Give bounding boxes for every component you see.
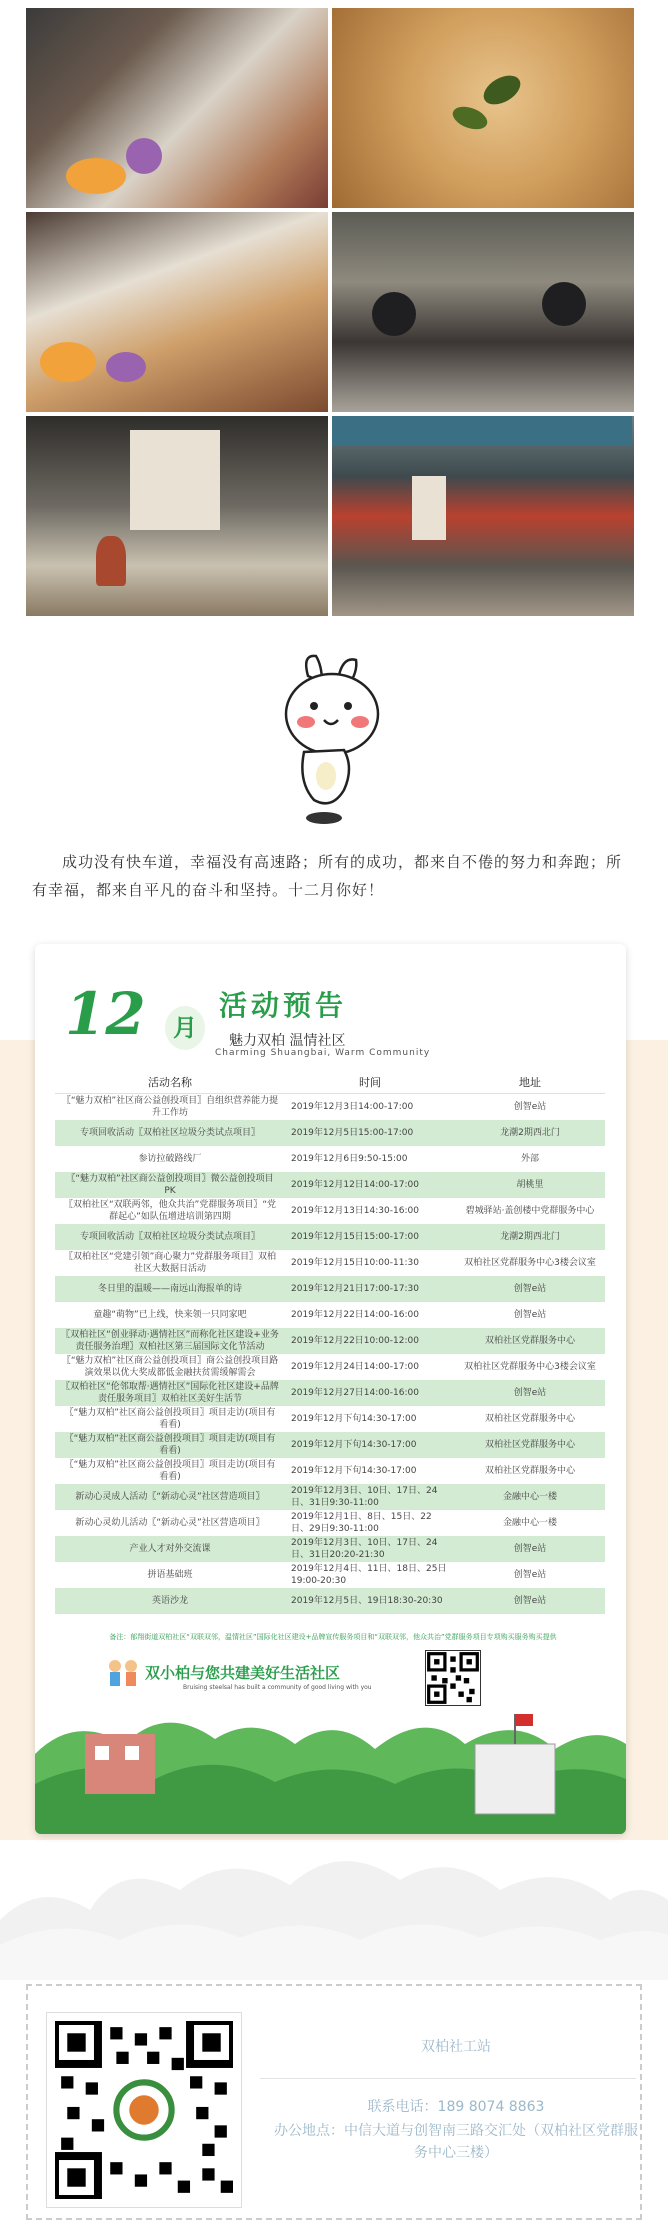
table-row <box>55 1172 605 1198</box>
activity-address: 双柏社区党群服务中心 <box>484 1336 575 1346</box>
photo-tea-sprout <box>332 8 634 208</box>
activity-address: 创智e站 <box>513 1310 547 1320</box>
table-row <box>55 1562 605 1588</box>
poster-slogan: 双小柏与您共建美好生活社区 <box>145 1664 341 1682</box>
poster-title: 活动预告 <box>219 989 348 1022</box>
table-row <box>55 1406 605 1432</box>
poster-slogan-en: Bruising steelsal has built a community of good living with you <box>183 1684 372 1691</box>
activity-name: 〖“魅力双柏”社区商公益创投项目〗自组织营养能力提升工作坊 <box>61 1096 279 1118</box>
table-row <box>55 1094 605 1120</box>
activity-name: 新动心灵幼儿活动〖“新动心灵”社区营造项目〗 <box>75 1518 265 1528</box>
contact-phone: 联系电话：189 8074 8863 <box>367 2099 545 2115</box>
activity-name: 〖“魅力双柏”社区商公益创投项目〗商公益创投项目路演效果以优大奖成都低金融扶贫需缓解需会 <box>61 1356 279 1378</box>
poster-note: 备注：郁翔街道双柏社区“双联双邻，温情社区”国际化社区建设+品牌宣传服务项目和“双联双邻，他众共治”党群服务项目专项购买服务购买提供 <box>109 1633 557 1641</box>
activity-address: 双柏社区党群服务中心 <box>484 1466 575 1476</box>
office-address: 办公地点：中信大道与创智南三路交汇处（双柏社区党群服务中心三楼） <box>274 2123 638 2161</box>
activity-address: 龙潮2期西北门 <box>500 1232 560 1242</box>
photo-teahouse-storefront <box>332 416 634 616</box>
activity-address: 龙潮2期西北门 <box>500 1128 560 1138</box>
activity-name: 〖“魅力双柏”社区商公益创投项目〗项目走访(项目有看看) <box>64 1434 276 1456</box>
activity-time: 2019年12月下旬14:30-17:00 <box>291 1414 417 1424</box>
month-char: 月 <box>165 1006 205 1050</box>
activity-address: 金融中心一楼 <box>502 1492 557 1502</box>
activity-time: 2019年12月6日9:50-15:00 <box>291 1154 408 1164</box>
activity-address: 创智e站 <box>513 1570 547 1580</box>
table-row <box>55 1458 605 1484</box>
photo-group-tea-tasting <box>332 212 634 412</box>
activity-time: 2019年12月13日14:30-16:00 <box>291 1206 419 1216</box>
table-row <box>55 1328 605 1354</box>
activity-address: 双柏社区党群服务中心 <box>484 1414 575 1424</box>
table-row <box>55 1588 605 1614</box>
activity-name: 〖“魅力双柏”社区商公益创投项目〗项目走访(项目有看看) <box>64 1460 276 1482</box>
poster-subtitle: 魅力双柏 温情社区 <box>229 1033 346 1049</box>
table-header <box>55 1072 605 1094</box>
table-body <box>55 1094 605 1614</box>
table-row <box>55 1250 605 1276</box>
activity-name: 〖双柏社区“伦邻取帮·遇情社区”国际化社区建设+品牌责任服务项目〗双柏社区美好生活节 <box>61 1382 279 1404</box>
activity-address: 创智e站 <box>513 1544 547 1554</box>
activity-table <box>55 1072 605 1614</box>
kids-illustration-icon <box>103 1656 143 1696</box>
activity-time: 2019年12月22日10:00-12:00 <box>291 1336 419 1346</box>
activity-address: 创智e站 <box>513 1596 547 1606</box>
clouds-decoration <box>0 1830 668 1980</box>
table-row <box>55 1198 605 1224</box>
activity-name: 〖“魅力双柏”社区商公益创投项目〗项目走访(项目有看看) <box>64 1408 276 1430</box>
activity-time: 2019年12月15日15:00-17:00 <box>291 1232 419 1242</box>
activity-time: 2019年12月12日14:00-17:00 <box>291 1180 419 1190</box>
table-row <box>55 1120 605 1146</box>
activity-address: 创智e站 <box>513 1284 547 1294</box>
poster-subtitle-en: Charming Shuangbai, Warm Community <box>215 1048 431 1058</box>
activity-address: 双柏社区党群服务中心3楼会议室 <box>464 1362 596 1372</box>
activity-time: 2019年12月1日、8日、15日、22日、29日9:30-11:00 <box>291 1512 432 1534</box>
table-row <box>55 1354 605 1380</box>
header-time: 时间 <box>359 1075 381 1089</box>
photo-tea-pouring <box>26 212 328 412</box>
activity-time: 2019年12月15日10:00-11:30 <box>291 1258 419 1268</box>
table-row <box>55 1302 605 1328</box>
activity-address: 双柏社区党群服务中心3楼会议室 <box>464 1258 596 1268</box>
wechat-qr-code-icon <box>46 2012 242 2208</box>
activity-address: 创智e站 <box>513 1388 547 1398</box>
table-row <box>55 1224 605 1250</box>
activity-time: 2019年12月下旬14:30-17:00 <box>291 1440 417 1450</box>
activity-name: 〖“魅力双柏”社区商公益创投项目〗微公益创投项目PK <box>66 1174 274 1196</box>
activity-address: 外部 <box>520 1154 539 1164</box>
activity-time: 2019年12月3日、10日、17日、24日、31日9:30-11:00 <box>291 1486 438 1508</box>
activity-name: 冬日里的温暖——南远山海报单的诗 <box>97 1284 242 1294</box>
header-name: 活动名称 <box>148 1075 192 1089</box>
activity-name: 参访拉破路线厂 <box>138 1154 202 1164</box>
activity-time: 2019年12月3日14:00-17:00 <box>291 1102 414 1112</box>
activity-name: 〖双柏社区“双联两邻，他众共治”党群服务项目〗“党群起心”如队伍增进培训第四期 <box>64 1200 276 1222</box>
photo-grid <box>26 8 634 616</box>
activity-name: 产业人才对外交流课 <box>129 1544 211 1554</box>
activity-time: 2019年12月22日14:00-16:00 <box>291 1310 419 1320</box>
activity-name: 〖双柏社区“创业驿动·遇情社区”而称化社区建设+业务责任服务治理〗双柏社区第三届国际文化节活动 <box>61 1330 279 1352</box>
activity-name: 专项回收活动〖双柏社区垃圾分类试点项目〗 <box>79 1128 260 1138</box>
activity-time: 2019年12月5日、19日18:30-20:30 <box>291 1596 443 1606</box>
activity-address: 创智e站 <box>513 1102 547 1112</box>
activity-name: 新动心灵成人活动〖“新动心灵”社区营造项目〗 <box>75 1492 265 1502</box>
photo-tea-table-women <box>26 8 328 208</box>
activity-time: 2019年12月下旬14:30-17:00 <box>291 1466 417 1476</box>
contact-footer <box>26 1984 642 2220</box>
table-row <box>55 1510 605 1536</box>
rabbit-mascot-icon <box>268 650 400 830</box>
poster-landscape-illustration <box>35 1694 626 1834</box>
activity-poster <box>35 944 626 1834</box>
activity-address: 碧城驿站·盖创楼中党群服务中心 <box>465 1206 595 1216</box>
footer-divider <box>260 2078 636 2079</box>
activity-address: 金融中心一楼 <box>502 1518 557 1528</box>
activity-time: 2019年12月5日15:00-17:00 <box>291 1128 414 1138</box>
organization-name: 双柏社工站 <box>421 2039 491 2055</box>
photo-teahouse-interior <box>26 416 328 616</box>
activity-name: 专项回收活动〖双柏社区垃圾分类试点项目〗 <box>79 1232 260 1242</box>
intro-paragraph: 成功没有快车道，幸福没有高速路；所有的成功，都来自不倦的努力和奔跑；所有幸福，都来自平凡的奋斗和坚持。十二月你好！ <box>32 853 623 899</box>
table-row <box>55 1536 605 1562</box>
activity-time: 2019年12月27日14:00-16:00 <box>291 1388 419 1398</box>
activity-name: 童趣“萌物”已上线，快来领一只同家吧 <box>93 1310 247 1320</box>
activity-time: 2019年12月21日17:00-17:30 <box>291 1284 419 1294</box>
table-row <box>55 1380 605 1406</box>
activity-name: 〖双柏社区“党建引领”商心聚力”党群服务项目〗双柏社区大数据日活动 <box>64 1252 276 1274</box>
table-row <box>55 1146 605 1172</box>
table-row <box>55 1484 605 1510</box>
table-row <box>55 1432 605 1458</box>
activity-name: 英语沙龙 <box>151 1596 188 1606</box>
activity-time: 2019年12月24日14:00-17:00 <box>291 1362 419 1372</box>
month-number: 12 <box>65 980 146 1048</box>
activity-address: 胡桃里 <box>516 1180 544 1190</box>
poster-header <box>65 980 595 1060</box>
activity-name: 拼语基础班 <box>147 1570 193 1580</box>
activity-address: 双柏社区党群服务中心 <box>484 1440 575 1450</box>
header-address: 地址 <box>519 1075 541 1089</box>
activity-time: 2019年12月3日、10日、17日、24日、31日20:20-21:30 <box>291 1538 438 1560</box>
activity-time: 2019年12月4日、11日、18日、25日19:00-20:30 <box>291 1564 447 1586</box>
table-row <box>55 1276 605 1302</box>
